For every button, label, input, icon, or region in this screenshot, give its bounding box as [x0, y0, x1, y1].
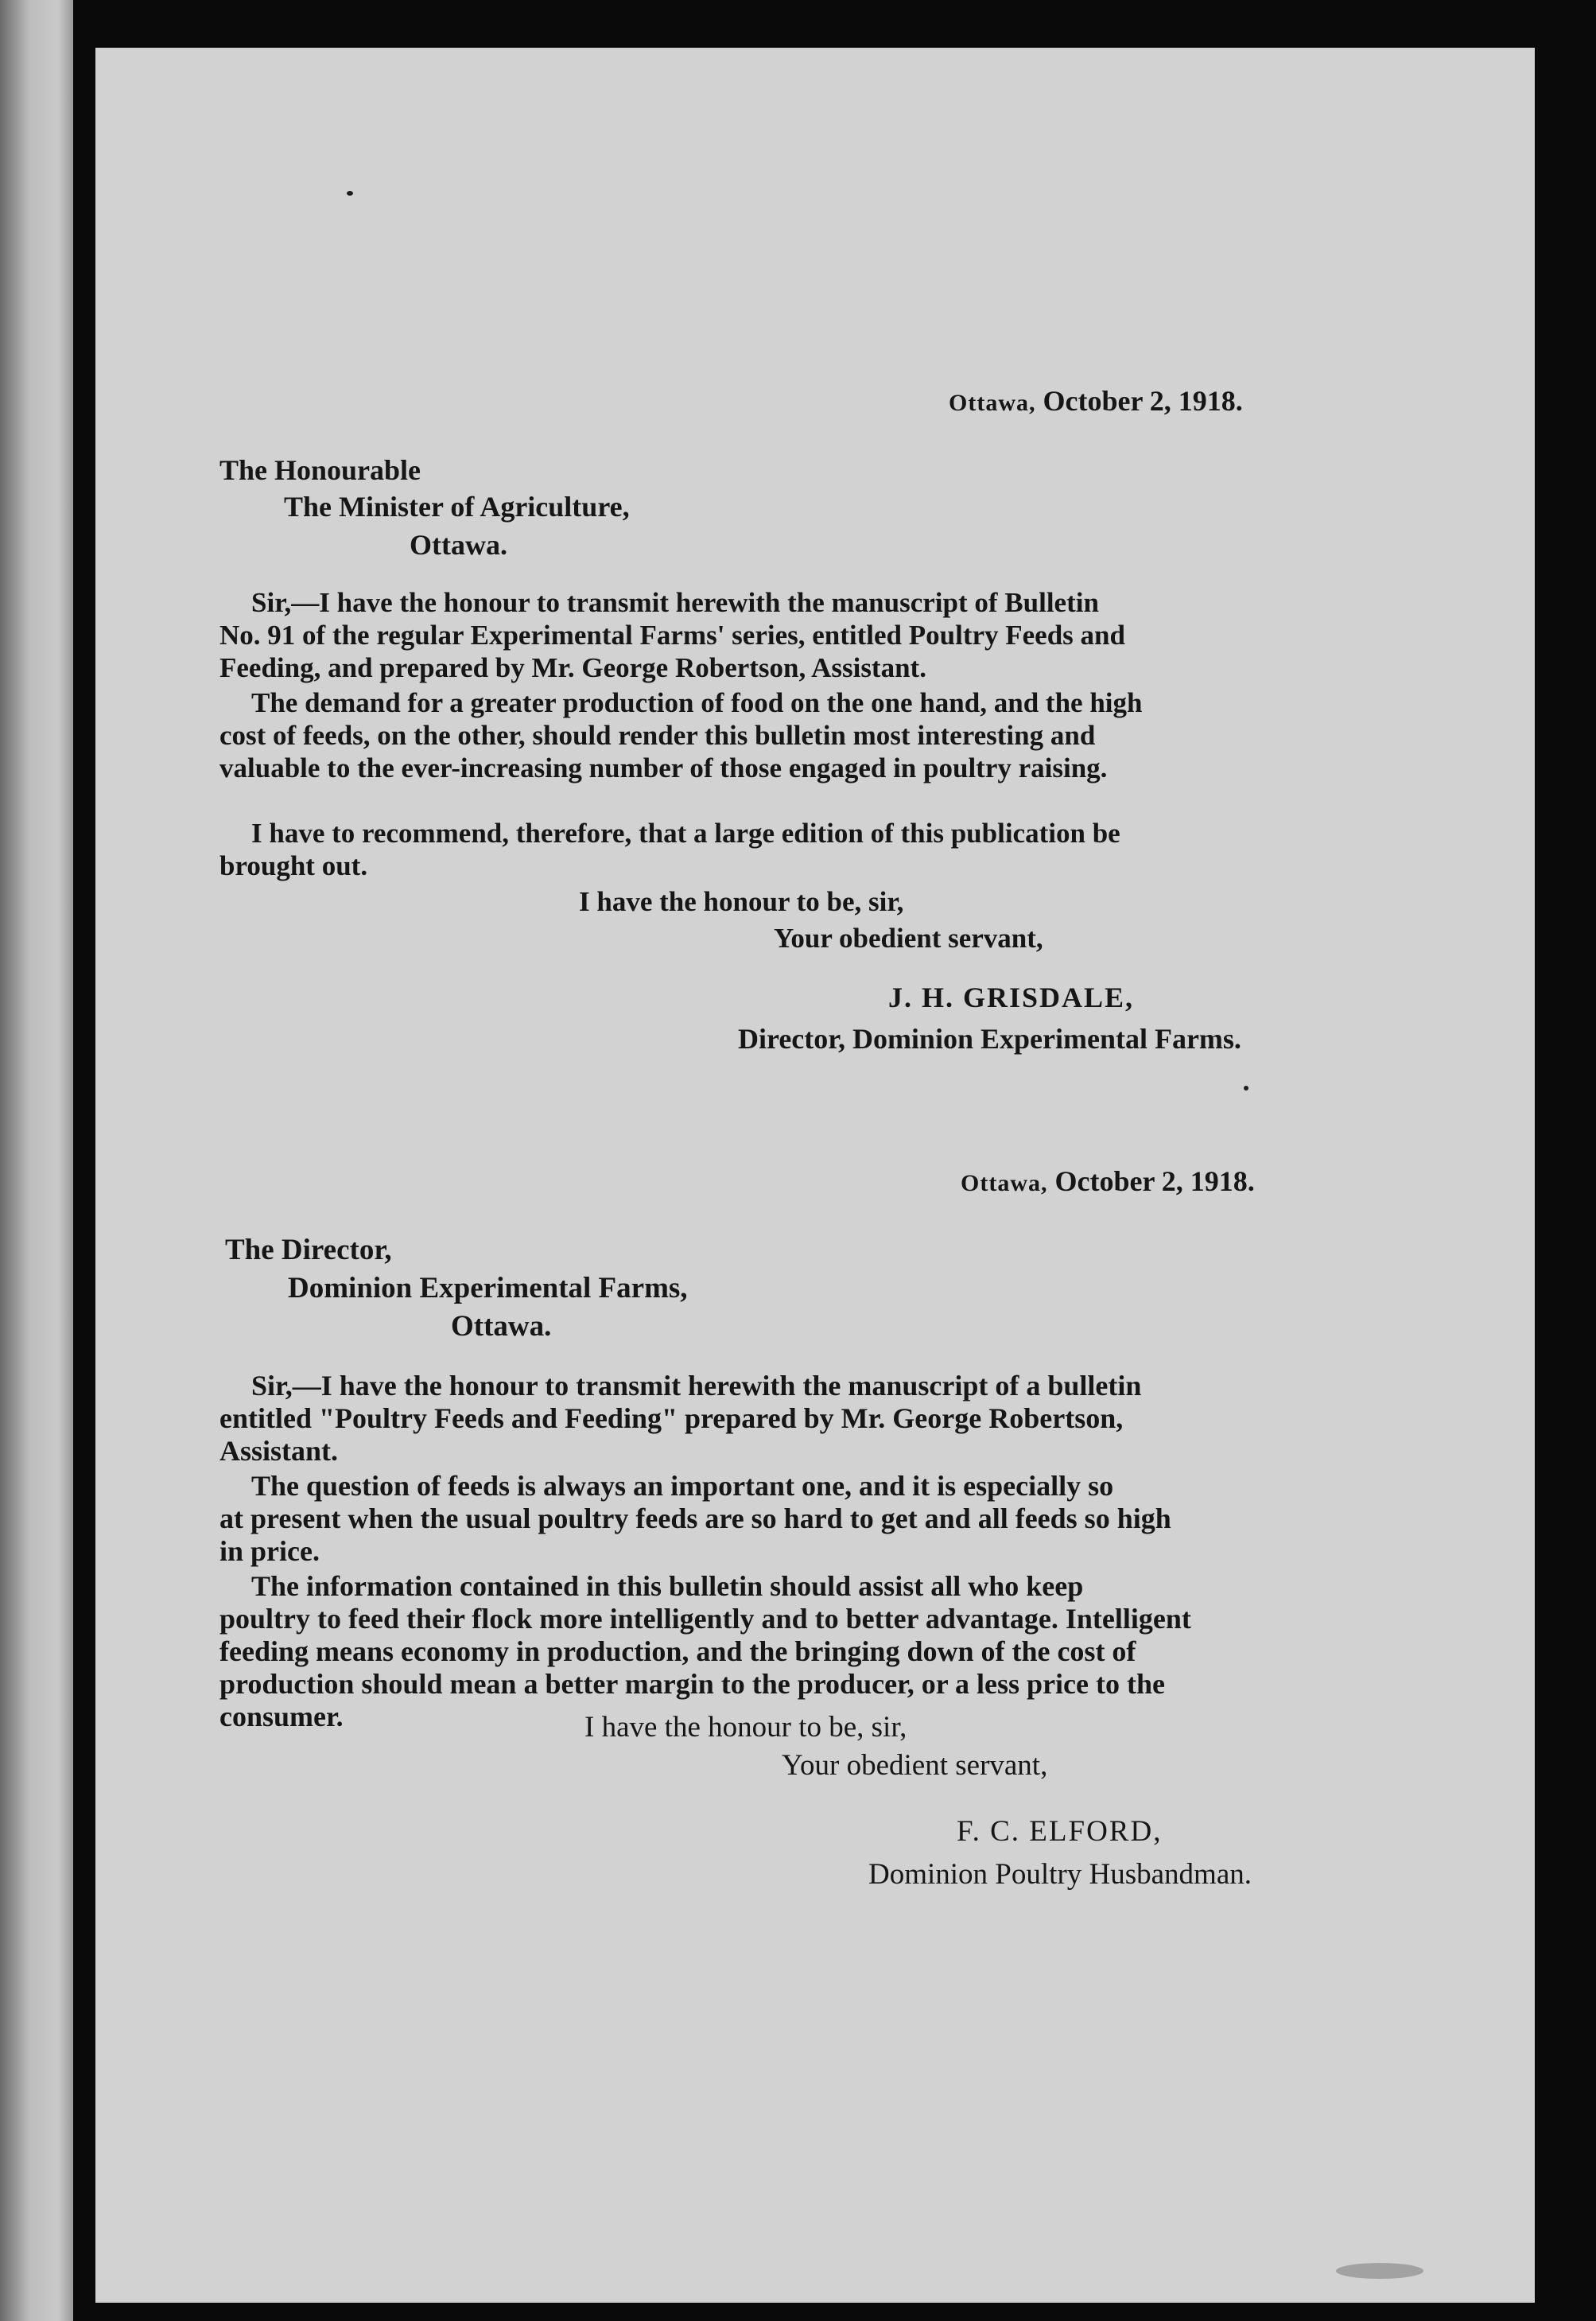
letter2-addressee-line-2: Dominion Experimental Farms, [288, 1272, 688, 1304]
letter2-para3-line: feeding means economy in production, and the bringing down of the cost of [219, 1635, 1136, 1667]
letter2-paragraph-1 [219, 1371, 1141, 1465]
letter2-para3-line: consumer. [219, 1701, 344, 1732]
letter2-para3-line: The information contained in this bulletin should assist all who keep [251, 1570, 1084, 1602]
letter1-addressee-line-1: The Honourable [219, 454, 421, 486]
letter2-date-place: Ottawa, [961, 1170, 1048, 1196]
letter2-signer: F. C. ELFORD, [957, 1815, 1163, 1848]
letter2-paragraph-2 [219, 1472, 1171, 1565]
previous-page-edge [0, 0, 73, 2321]
letter1-para2-line: cost of feeds, on the other, should render this bulletin most interesting and [219, 720, 1096, 751]
letter2-signer-title: Dominion Poultry Husbandman. [868, 1858, 1252, 1891]
letter2-addressee-line-1: The Director, [225, 1234, 392, 1266]
letter2-paragraph-3 [219, 1572, 1191, 1731]
letter2-closing-line-1: I have the honour to be, sir, [584, 1711, 907, 1744]
letter1-addressee-line-3: Ottawa. [410, 529, 507, 561]
page-smudge [1336, 2263, 1423, 2279]
letter1-signer: J. H. GRISDALE, [888, 982, 1135, 1013]
document-page [95, 48, 1535, 2303]
letter1-paragraph-1 [219, 589, 1125, 682]
letter1-paragraph-3 [219, 819, 1120, 880]
letter2-para2-line: at present when the usual poultry feeds are so hard to get and all feeds so high [219, 1503, 1171, 1534]
letter1-addressee-line-2: The Minister of Agriculture, [284, 491, 630, 523]
letter1-date-line [949, 384, 1243, 418]
letter2-date-line [961, 1164, 1255, 1198]
letter1-para1-line: Feeding, and prepared by Mr. George Robertson, Assistant. [219, 652, 926, 683]
letter2-addressee-line-3: Ottawa. [451, 1310, 552, 1343]
letter1-closing-line-2: Your obedient servant, [774, 923, 1043, 954]
letter2-date: October 2, 1918. [1054, 1165, 1255, 1197]
letter2-para2-line: in price. [219, 1535, 320, 1567]
letter2-para1-line: Sir,—I have the honour to transmit herewith the manuscript of a bulletin [251, 1370, 1142, 1402]
letter1-para3-line: brought out. [219, 850, 368, 881]
ink-speck [1244, 1086, 1248, 1091]
letter2-para3-line: poultry to feed their flock more intelligently and to better advantage. Intelligent [219, 1603, 1191, 1635]
ink-speck [347, 191, 353, 196]
letter1-para2-line: valuable to the ever-increasing number of those engaged in poultry raising. [219, 752, 1108, 783]
letter1-para1-line: No. 91 of the regular Experimental Farms' series, entitled Poultry Feeds and [219, 620, 1125, 651]
letter2-closing-line-2: Your obedient servant, [782, 1749, 1048, 1782]
letter1-para3-line: I have to recommend, therefore, that a large edition of this publication be [251, 818, 1120, 849]
letter1-closing-line-1: I have the honour to be, sir, [579, 886, 904, 917]
letter2-para1-line: entitled "Poultry Feeds and Feeding" prepared by Mr. George Robertson, [219, 1402, 1124, 1434]
letter1-signer-title: Director, Dominion Experimental Farms. [738, 1023, 1241, 1055]
letter1-date-place: Ottawa, [949, 390, 1036, 416]
letter1-date: October 2, 1918. [1043, 385, 1243, 417]
letter1-para1-line: Sir,—I have the honour to transmit herewith the manuscript of Bulletin [251, 587, 1099, 618]
letter2-para1-line: Assistant. [219, 1435, 339, 1467]
letter1-para2-line: The demand for a greater production of food on the one hand, and the high [251, 687, 1143, 718]
letter1-paragraph-2 [219, 689, 1142, 782]
letter2-para2-line: The question of feeds is always an important one, and it is especially so [251, 1470, 1114, 1502]
letter2-para3-line: production should mean a better margin to the producer, or a less price to the [219, 1668, 1165, 1700]
